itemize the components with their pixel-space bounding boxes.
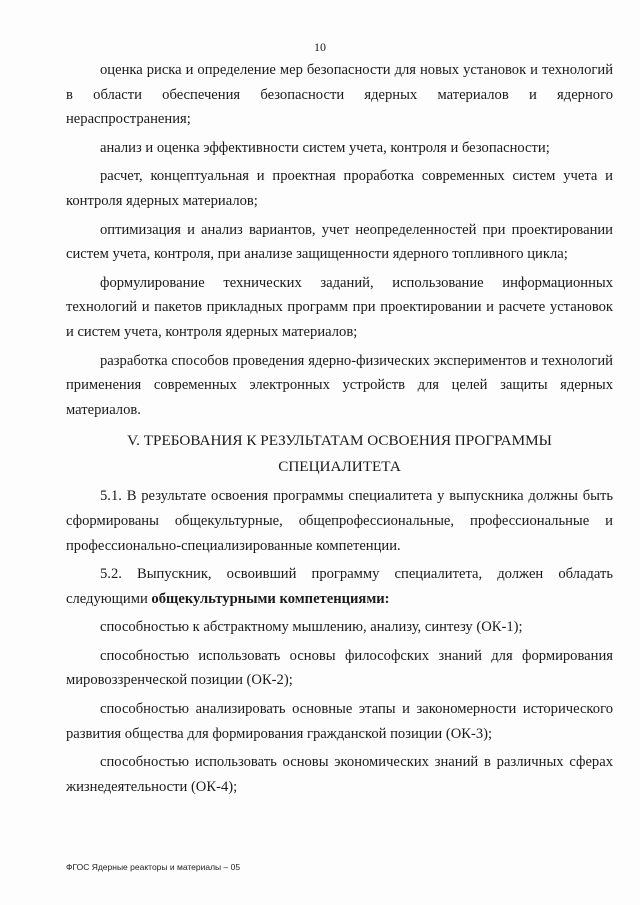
paragraph: анализ и оценка эффективности систем учета, контроля и безопасности; (100, 139, 550, 156)
clause-5-2-lead: 5.2. Выпускник, освоивший программу специалитета, должен обладать следующими (66, 566, 613, 607)
paragraph: расчет, концептуальная и проектная проработка современных систем учета и контроля ядерных материалов; (66, 168, 613, 209)
clause-5-2-bold-term: общекультурными компетенциями: (151, 590, 390, 607)
section-heading (66, 428, 613, 480)
clause-5-1: 5.1. В результате освоения программы специалитета у выпускника должны быть сформированы общекультурные, общепрофессиональные, профессиональные и профессионально-специализированные компетенции. (66, 488, 613, 554)
page-number: 10 (314, 40, 326, 54)
paragraph: разработка способов проведения ядерно-физических экспериментов и технологий применения современных электронных устройств для целей защиты ядерных материалов. (66, 352, 613, 418)
paragraph: оптимизация и анализ вариантов, учет неопределенностей при проектировании систем учета, контроля, при анализе защищенности ядерного топливного цикла; (66, 221, 613, 263)
page-footer: ФГОС Ядерные реакторы и материалы – 05 (66, 862, 241, 872)
paragraph: формулирование технических заданий, использование информационных технологий и пакетов прикладных программ при проектировании и расчете установок и систем учета, контроля ядерных материалов; (66, 274, 613, 340)
competency-item: способностью к абстрактному мышлению, анализу, синтезу (ОК-1); (100, 619, 523, 636)
section-heading-line-2: СПЕЦИАЛИТЕТА (278, 458, 401, 476)
competency-item: способностью использовать основы философских знаний для формирования мировоззренческой позиции (ОК-2); (66, 647, 613, 689)
clause-5-2 (66, 562, 613, 611)
section-heading-line-1: V. ТРЕБОВАНИЯ К РЕЗУЛЬТАТАМ ОСВОЕНИЯ ПРОГРАММЫ (127, 432, 552, 450)
competency-item: способностью использовать основы экономических знаний в различных сферах жизнедеятельности (ОК-4); (66, 754, 613, 795)
competency-item: способностью анализировать основные этапы и закономерности исторического развития общества для формирования гражданской позиции (ОК-3); (66, 701, 613, 742)
paragraph: оценка риска и определение мер безопасности для новых установок и технологий в области обеспечения безопасности ядерных материалов и ядерного нераспространения; (66, 62, 613, 128)
page-content (66, 58, 613, 799)
